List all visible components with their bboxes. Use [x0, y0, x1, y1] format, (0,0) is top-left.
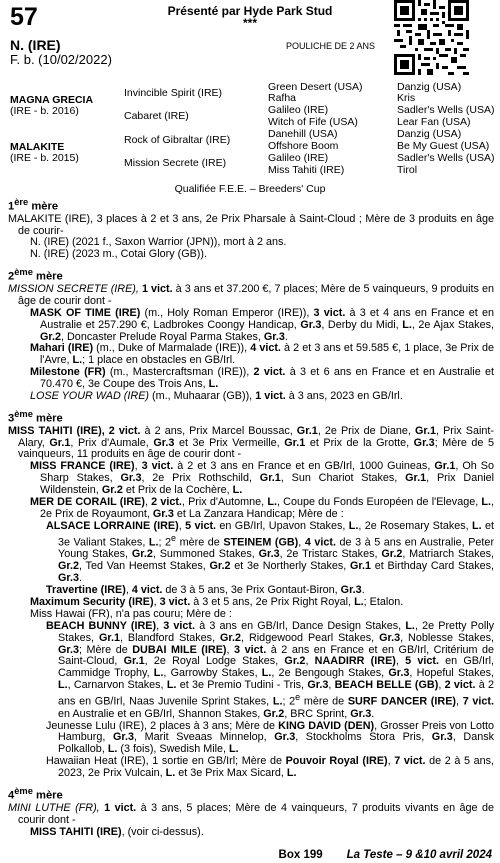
pedigree-g2: Invincible Spirit (IRE): [124, 87, 223, 99]
dam-name: MALAKITE: [10, 141, 65, 153]
dam3-paragraph: Jeunesse Lulu (IRE), 2 places à 3 ans; Mère de KING DAVID (DEN), Grosser Preis von Lotto Hamburg, Gr.3, Marit Sveaas Minnelop, Gr.3, Stockholms Stora Pris, Gr.3, Dansk Polkallob, L. (3 fois), Swedish Mile, L.: [46, 719, 495, 756]
pedigree-g4: Kris: [397, 92, 416, 104]
pedigree-g4: Danzig (USA): [397, 128, 462, 140]
pedigree-g3: Witch of Fife (USA): [268, 116, 358, 128]
qualification: Qualifiée F.E.E. – Breeders' Cup: [174, 183, 326, 195]
pedigree-g2: Rock of Gibraltar (IRE): [124, 134, 231, 146]
lot-number: 57: [10, 3, 38, 31]
pedigree-g4: Lear Fan (USA): [397, 116, 471, 128]
produce-record: [8, 197, 494, 838]
pedigree-g4: Tirol: [397, 164, 418, 176]
sire-name: MAGNA GRECIA: [10, 94, 94, 106]
pedigree-g4: Danzig (USA): [397, 81, 462, 93]
dam-details: (IRE - b. 2015): [10, 152, 79, 164]
pedigree-g3: Rafha: [268, 92, 297, 104]
footer: [0, 849, 492, 861]
pedigree-g3: Offshore Boom: [268, 140, 339, 152]
pedigree-g3: Galileo (IRE): [268, 104, 329, 116]
pedigree-g2: Cabaret (IRE): [124, 110, 189, 122]
section-heading-1: 1ère mère: [8, 197, 59, 213]
dam-4-paragraphs: [8, 803, 494, 839]
dam3-paragraph: Travertine (IRE), 4 vict. de 3 à 5 ans, 3e Prix Gontaut-Biron, Gr.3.: [46, 583, 365, 596]
dam3-paragraph: Hawaiian Heat (IRE), 1 sortie en GB/Irl; Mère de Pouvoir Royal (IRE), 7 vict. de 2 à 5 ans, 2023, 2e Prix Vulcain, L. et 3e Prix Max Sicard, L.: [46, 755, 495, 780]
dam1-paragraph: MALAKITE (IRE), 3 places à 2 et 3 ans, 2e Prix Pharsale à Saint-Cloud ; Mère de 3 produits en âge de courir-: [8, 212, 494, 237]
horse-details: F. b. (10/02/2022): [10, 52, 112, 67]
pedigree-g4: Sadler's Wells (USA): [397, 152, 495, 164]
section-heading-3: 3ème mère: [8, 408, 63, 425]
dam3-paragraph: BEACH BUNNY (IRE), 3 vict. à 3 ans en GB/Irl, Dance Design Stakes, L., 2e Pretty Polly Stakes, Gr.1, Blandford Stakes, Gr.2, Ridgewood Pearl Stakes, Gr.3, Noblesse Stakes, Gr.3; Mère de DUBAI MILE (IRE), 3 vict. à 2 ans en France et en GB/Irl, Critérium de Saint-Cloud, Gr.1, 2e Royal Lodge Stakes, Gr.2, NAADIRR (IRE), 5 vict. en GB/Irl, Cammidge Trophy, L., Garrowby Stakes, L., 2e Bengough Stakes, Gr.3, Hopeful Stakes, L., Carnarvon Stakes, L. et 3e Premio Tudini - Tris, Gr.3, BEACH BELLE (GB), 2 vict. à 2 ans en GB/Irl, Naas Juvenile Sprint Stakes, L.; 2e mère de SURF DANCER (IRE), 7 vict. en Australie et en GB/Irl, Shannon Stakes, Gr.2, BRC Sprint, Gr.3.: [46, 619, 495, 720]
box-number: Box 199: [278, 849, 323, 861]
dam1-paragraph: N. (IRE) (2023 m., Cotai Glory (GB)).: [30, 248, 207, 261]
dam2-paragraph: Mahari (IRE) (m., Duke of Marmalade (IRE)), 4 vict. à 2 et 3 ans et 59.585 €, 1 place, 3e Prix de l'Avre, L.; 1 place en obstacles en GB/Irl.: [30, 342, 495, 367]
sale-location-dates: La Teste – 9 &10 avril 2024: [346, 849, 492, 861]
section-heading-2: 2ème mère: [8, 267, 63, 283]
dam2-paragraph: Milestone (FR) (m., Mastercraftsman (IRE)), 2 vict. à 3 et 6 ans en France et en Australie et 70.470 €, 3e Coupe des Trois Ans, L.: [30, 366, 494, 391]
dam3-paragraph: ALSACE LORRAINE (IRE), 5 vict. en GB/Irl, Upavon Stakes, L., 2e Rosemary Stakes, L. et 3e Valiant Stakes, L.; 2e mère de STEINEM (GB), 4 vict. de 3 à 5 ans en Australie, Peter Young Stakes, Gr.2, Summoned Stakes, Gr.3, 2e Tristarc Stakes, Gr.2, Matriarch Stakes, Gr.2, Ted Van Heemst Stakes, Gr.2 et 3e Northerly Stakes, Gr.1 et Birthday Card Stakes, Gr.3.: [46, 519, 495, 585]
dam3-paragraph: MISS TAHITI (IRE), 2 vict. à 2 ans, Prix Marcel Boussac, Gr.1, 2e Prix de Diane, Gr.1, Prix Saint-Alary, Gr.1, Prix d'Aumale, Gr.3 et 3e Prix Vermeille, Gr.1 et Prix de la Grotte, Gr.3; Mère de 5 vainqueurs, 11 produits en âge de courir dont -: [8, 424, 494, 461]
pedigree-g2: Mission Secrete (IRE): [124, 157, 227, 169]
presenter: [140, 5, 360, 29]
dam-2-paragraphs: [8, 284, 494, 403]
dam4-paragraph: MISS TAHITI (IRE), (voir ci-dessus).: [30, 825, 204, 838]
presenter-label: Présenté par Hyde Park Stud: [167, 4, 333, 18]
sale-category: POULICHE DE 2 ANS: [286, 41, 376, 51]
section-heading-4: 4ème mère: [8, 786, 63, 802]
presenter-stars: ***: [242, 16, 257, 30]
pedigree-g3: Miss Tahiti (IRE): [268, 164, 345, 176]
dam4-paragraph: MINI LUTHE (FR), 1 vict. à 3 ans, 5 places; Mère de 4 vainqueurs, 7 produits vivants en âge de courir dont -: [8, 801, 494, 826]
dam-3-paragraphs: [8, 426, 494, 780]
dam3-paragraph: MISS FRANCE (IRE), 3 vict. à 2 et 3 ans en France et en GB/Irl, 1000 Guineas, Gr.1, Oh So Sharp Stakes, Gr.3, 2e Prix Rothschild, Gr.1, Sun Chariot Stakes, Gr.1, Prix Daniel Wildenstein, Gr.2 et Prix de la Cochère, L.: [30, 460, 495, 497]
dam2-paragraph: LOSE YOUR WAD (IRE) (m., Muhaarar (GB)), 1 vict. à 3 ans, 2023 en GB/Irl.: [30, 390, 403, 403]
dam2-paragraph: MISSION SECRETE (IRE), 1 vict. à 3 ans et 37.200 €, 7 places; Mère de 5 vainqueurs, 9 produits en âge de courir dont -: [8, 282, 494, 307]
dam-1-paragraphs: [8, 214, 494, 262]
dam3-paragraph: Miss Hawai (FR), n'a pas couru; Mère de :: [30, 607, 232, 620]
pedigree-g4: Be My Guest (USA): [397, 140, 490, 152]
qr-code-icon: [394, 0, 469, 75]
sire-details: (IRE - b. 2016): [10, 105, 79, 117]
dam3-paragraph: MER DE CORAIL (IRE), 2 vict., Prix d'Automne, L., Coupe du Fonds Européen de l'Elevage, L., 2e Prix de Royaumont, Gr.3 et La Zanzara Handicap; Mère de :: [30, 496, 495, 520]
dam1-paragraph: N. (IRE) (2021 f., Saxon Warrior (JPN)), mort à 2 ans.: [30, 236, 287, 249]
dam3-paragraph: Maximum Security (IRE), 3 vict. à 3 et 5 ans, 2e Prix Right Royal, L.; Etalon.: [30, 595, 404, 608]
horse-name: N. (IRE): [10, 37, 61, 53]
pedigree-g4: Sadler's Wells (USA): [397, 104, 495, 116]
pedigree-g3: Galileo (IRE): [268, 152, 329, 164]
pedigree-g3: Green Desert (USA): [268, 81, 363, 93]
dam2-paragraph: MASK OF TIME (IRE) (m., Holy Roman Emperor (IRE)), 3 vict. à 3 et 4 ans en France et en Australie et 257.290 €, Ladbrokes Coongy Handicap, Gr.3, Derby du Midi, L., 2e Ajax Stakes, Gr.2, Doncaster Prelude Royal Parma Stakes, Gr.3.: [30, 306, 494, 343]
pedigree-g3: Danehill (USA): [268, 128, 338, 140]
